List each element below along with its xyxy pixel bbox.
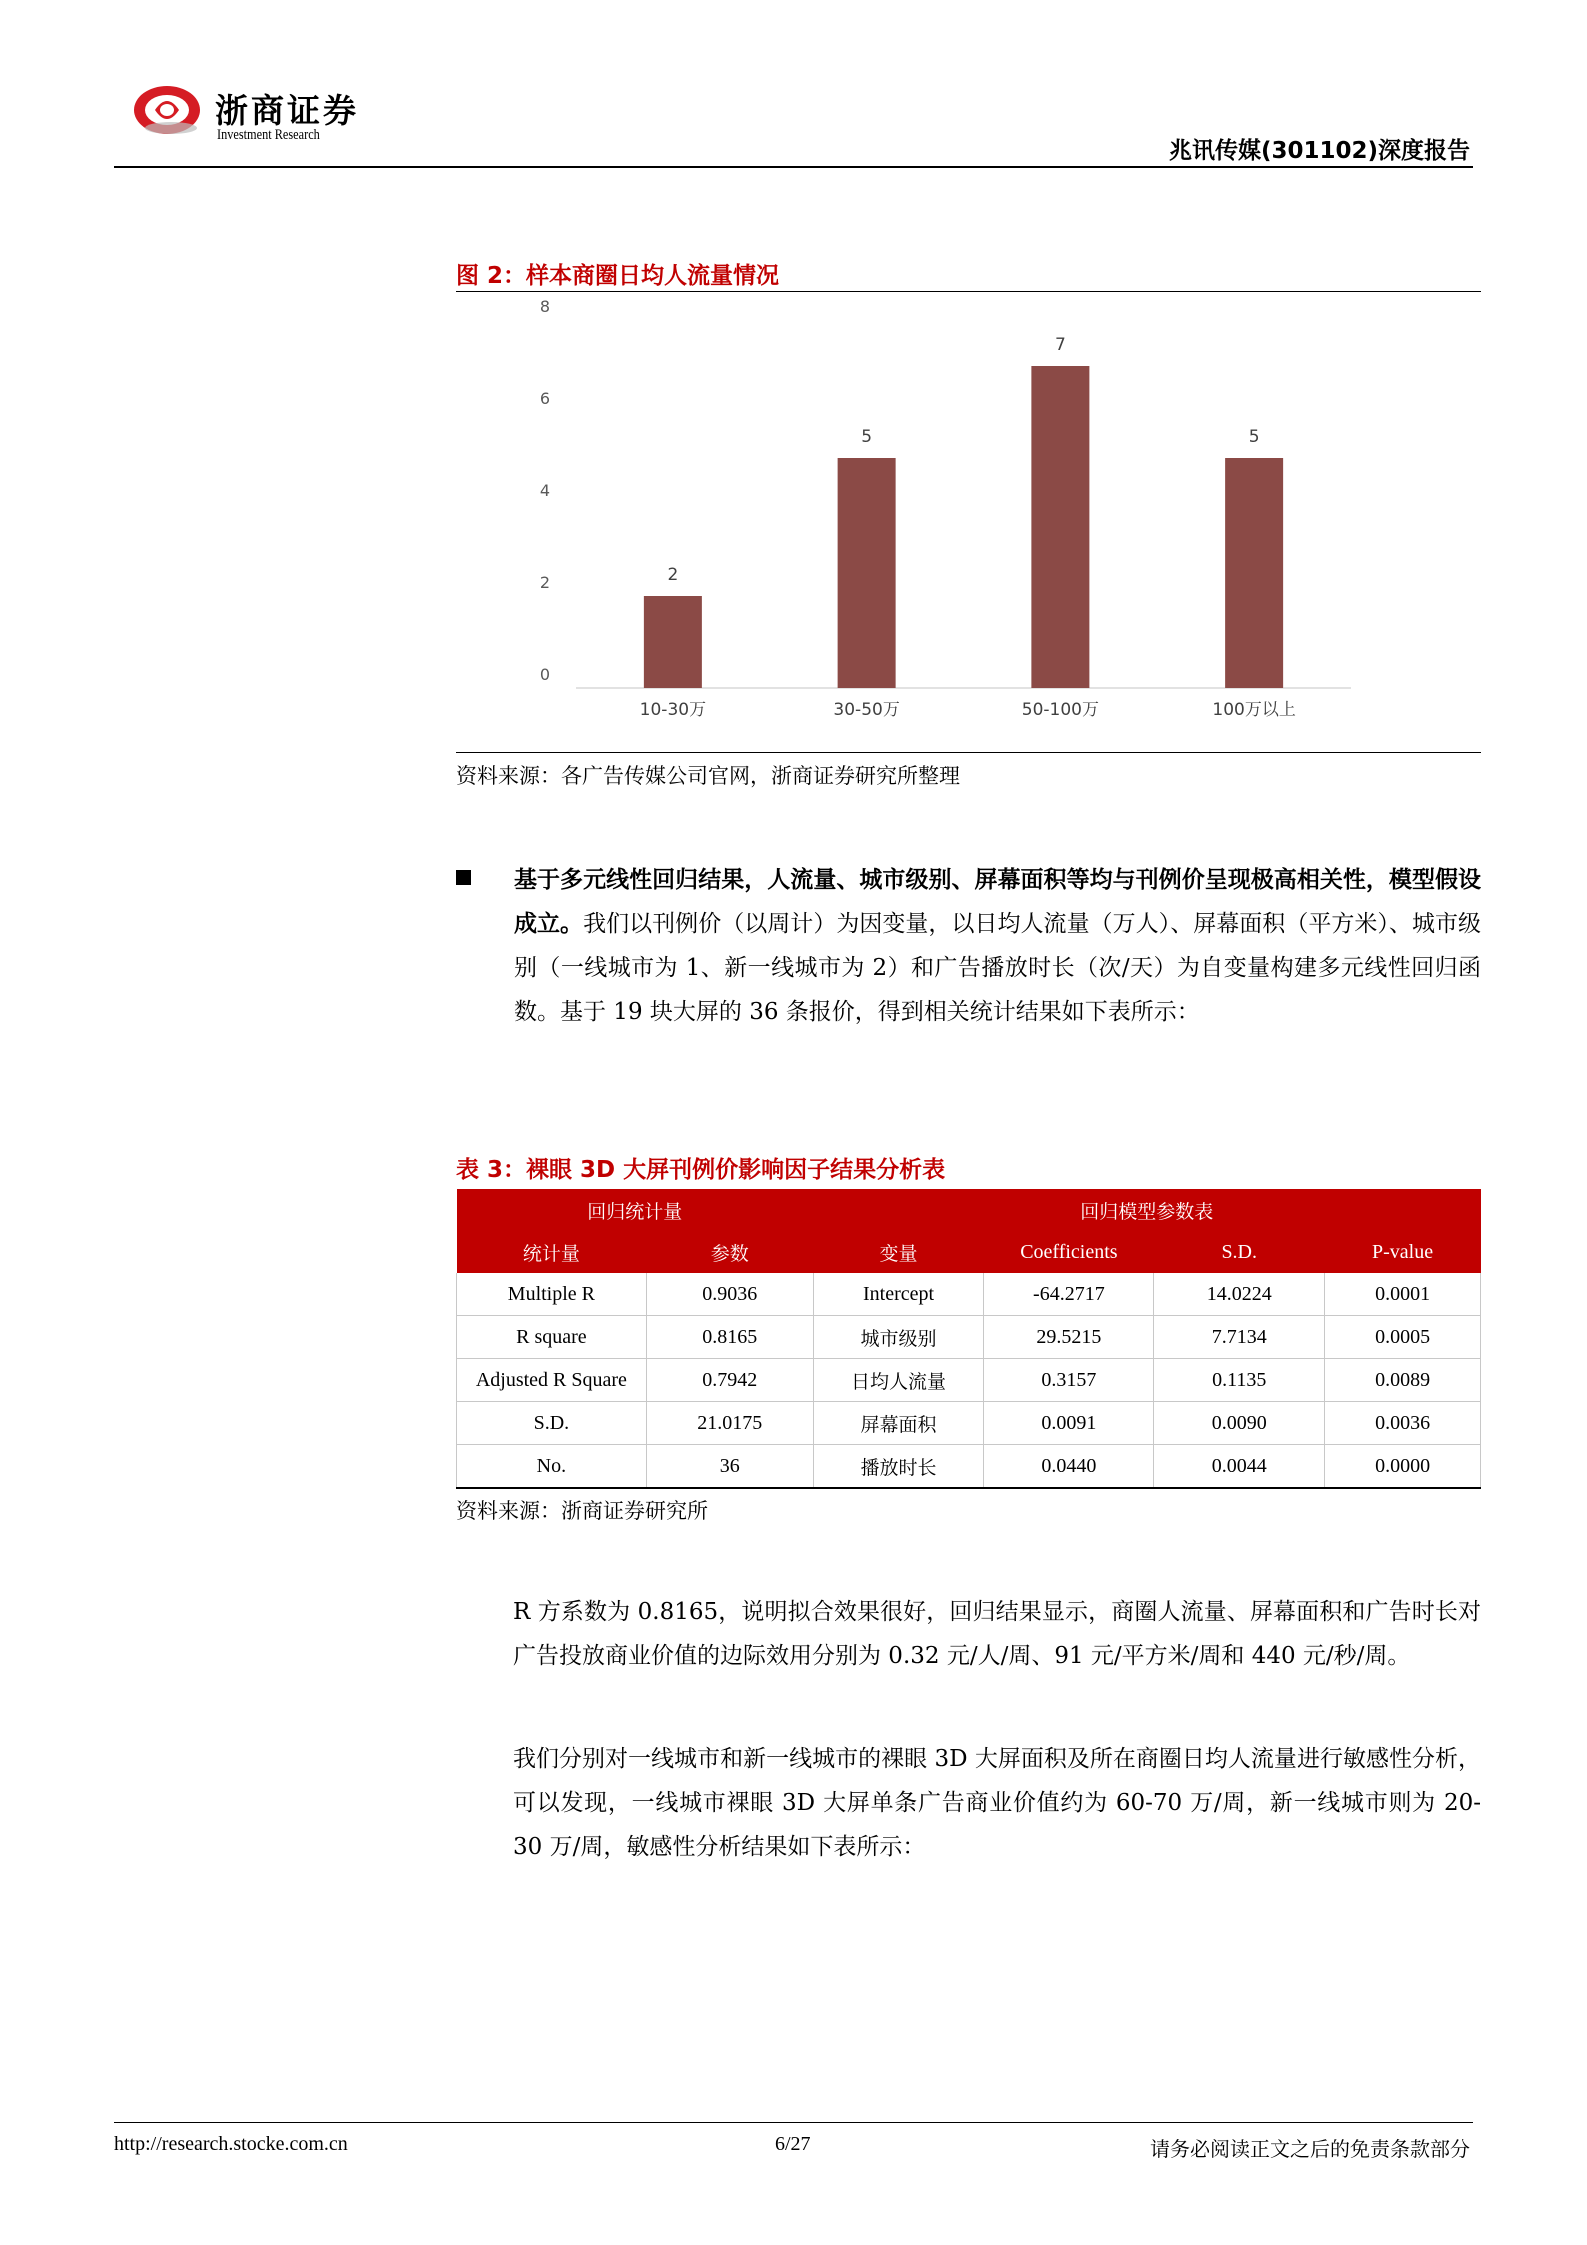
table-row bbox=[457, 1402, 1481, 1445]
x-tick-label: 100万以上 bbox=[1212, 700, 1296, 720]
group-header-left: 回归统计量 bbox=[457, 1189, 814, 1231]
table-cell: 0.0090 bbox=[1154, 1402, 1325, 1445]
table-cell: 7.7134 bbox=[1154, 1316, 1325, 1359]
y-tick-label: 4 bbox=[539, 481, 550, 500]
x-tick-label: 50-100万 bbox=[1021, 700, 1099, 720]
table-row bbox=[457, 1316, 1481, 1359]
bullet-square-icon bbox=[456, 870, 471, 885]
table-cell: 城市级别 bbox=[813, 1316, 984, 1359]
table-cell: 36 bbox=[646, 1445, 813, 1489]
table-row bbox=[457, 1445, 1481, 1489]
body-paragraph: R 方系数为 0.8165，说明拟合效果很好，回归结果显示，商圈人流量、屏幕面积和广告时长对广告投放商业价值的边际效用分别为 0.32 元/人/周、91 元/平方米/周和 440 元/秒/周。 bbox=[513, 1599, 1481, 1669]
y-tick-label: 2 bbox=[539, 573, 550, 592]
x-tick-label: 10-30万 bbox=[639, 700, 707, 720]
table-cell: 0.0000 bbox=[1325, 1445, 1481, 1489]
col-header: Coefficients bbox=[984, 1231, 1154, 1273]
y-tick-label: 6 bbox=[539, 389, 550, 408]
bullet-text bbox=[514, 858, 1481, 1034]
table-cell: Multiple R bbox=[457, 1273, 647, 1316]
table-cell: 0.8165 bbox=[646, 1316, 813, 1359]
col-header: S.D. bbox=[1154, 1231, 1325, 1273]
table-cell: 播放时长 bbox=[813, 1445, 984, 1489]
table-cell: 0.0440 bbox=[984, 1445, 1154, 1489]
header-divider bbox=[114, 166, 1473, 168]
table-cell: 日均人流量 bbox=[813, 1359, 984, 1402]
table-caption: 表 3：裸眼 3D 大屏刊例价影响因子结果分析表 bbox=[456, 1157, 946, 1183]
table-cell: 0.3157 bbox=[984, 1359, 1154, 1402]
bar bbox=[838, 458, 896, 688]
regression-table bbox=[456, 1189, 1481, 1489]
table-group-header bbox=[457, 1189, 1481, 1231]
table-cell: 0.7942 bbox=[646, 1359, 813, 1402]
table-cell: 0.0091 bbox=[984, 1402, 1154, 1445]
table-cell: 0.0044 bbox=[1154, 1445, 1325, 1489]
y-tick-label: 0 bbox=[539, 665, 550, 684]
table-cell: 29.5215 bbox=[984, 1316, 1154, 1359]
footer-disclaimer: 请务必阅读正文之后的免责条款部分 bbox=[1150, 2137, 1470, 2161]
table-cell: 0.0005 bbox=[1325, 1316, 1481, 1359]
table-row bbox=[457, 1273, 1481, 1316]
figure-bottom-rule bbox=[456, 752, 1481, 753]
logo-cn-text: 浙商证券 bbox=[215, 91, 359, 130]
col-header: 参数 bbox=[646, 1231, 813, 1273]
data-label: 5 bbox=[1248, 427, 1260, 447]
table-cell: 0.9036 bbox=[646, 1273, 813, 1316]
table-cell: S.D. bbox=[457, 1402, 647, 1445]
table-column-header bbox=[457, 1231, 1481, 1273]
bullet-body: 我们以刊例价（以周计）为因变量，以日均人流量（万人）、屏幕面积（平方米）、城市级别（一线城市为 1、新一线城市为 2）和广告播放时长（次/天）为自变量构建多元线性回归函数。基于 19 块大屏的 36 条报价，得到相关统计结果如下表所示： bbox=[514, 911, 1482, 1025]
body-paragraph: 我们分别对一线城市和新一线城市的裸眼 3D 大屏面积及所在商圈日均人流量进行敏感性分析，可以发现，一线城市裸眼 3D 大屏单条广告商业价值约为 60-70 万/周，新一线城市则为 20-30 万/周，敏感性分析结果如下表所示： bbox=[513, 1746, 1481, 1860]
group-header-right: 回归模型参数表 bbox=[813, 1189, 1480, 1231]
bar bbox=[644, 596, 702, 688]
company-logo-icon bbox=[127, 80, 207, 140]
table-cell: 0.0036 bbox=[1325, 1402, 1481, 1445]
table-cell: 14.0224 bbox=[1154, 1273, 1325, 1316]
page-number: 6/27 bbox=[775, 2133, 811, 2155]
table-cell: -64.2717 bbox=[984, 1273, 1154, 1316]
logo-en-text: Investment Research bbox=[217, 127, 320, 143]
figure-top-rule bbox=[456, 291, 1481, 292]
footer-url: http://research.stocke.com.cn bbox=[114, 2133, 348, 2155]
table-cell: Intercept bbox=[813, 1273, 984, 1316]
data-label: 5 bbox=[861, 427, 873, 447]
figure-source: 资料来源：各广告传媒公司官网，浙商证券研究所整理 bbox=[456, 764, 960, 788]
report-title: 兆讯传媒(301102)深度报告 bbox=[1168, 138, 1470, 164]
x-tick-label: 30-50万 bbox=[833, 700, 900, 720]
table-cell: 0.0001 bbox=[1325, 1273, 1481, 1316]
footer-divider bbox=[114, 2122, 1473, 2123]
table-cell: 屏幕面积 bbox=[813, 1402, 984, 1445]
data-label: 2 bbox=[667, 565, 679, 585]
table-cell: 0.1135 bbox=[1154, 1359, 1325, 1402]
table-row bbox=[457, 1359, 1481, 1402]
table-cell: R square bbox=[457, 1316, 647, 1359]
table-cell: Adjusted R Square bbox=[457, 1359, 647, 1402]
bar-chart bbox=[456, 300, 1481, 750]
table-cell: 21.0175 bbox=[646, 1402, 813, 1445]
data-label: 7 bbox=[1054, 335, 1066, 355]
col-header: 统计量 bbox=[457, 1231, 647, 1273]
bar bbox=[1225, 458, 1283, 688]
col-header: 变量 bbox=[813, 1231, 984, 1273]
col-header: P-value bbox=[1325, 1231, 1481, 1273]
table-source: 资料来源：浙商证券研究所 bbox=[456, 1499, 708, 1523]
bar bbox=[1031, 366, 1089, 688]
table-cell: No. bbox=[457, 1445, 647, 1489]
table-cell: 0.0089 bbox=[1325, 1359, 1481, 1402]
y-tick-label: 8 bbox=[539, 300, 550, 316]
bullet-bold-lead: 基于多元线性回归结果，人流量、城市级别、屏幕面积等均与刊例价呈现极高相关性，模型假设成立。 bbox=[514, 866, 1481, 937]
figure-caption: 图 2：样本商圈日均人流量情况 bbox=[456, 263, 780, 289]
